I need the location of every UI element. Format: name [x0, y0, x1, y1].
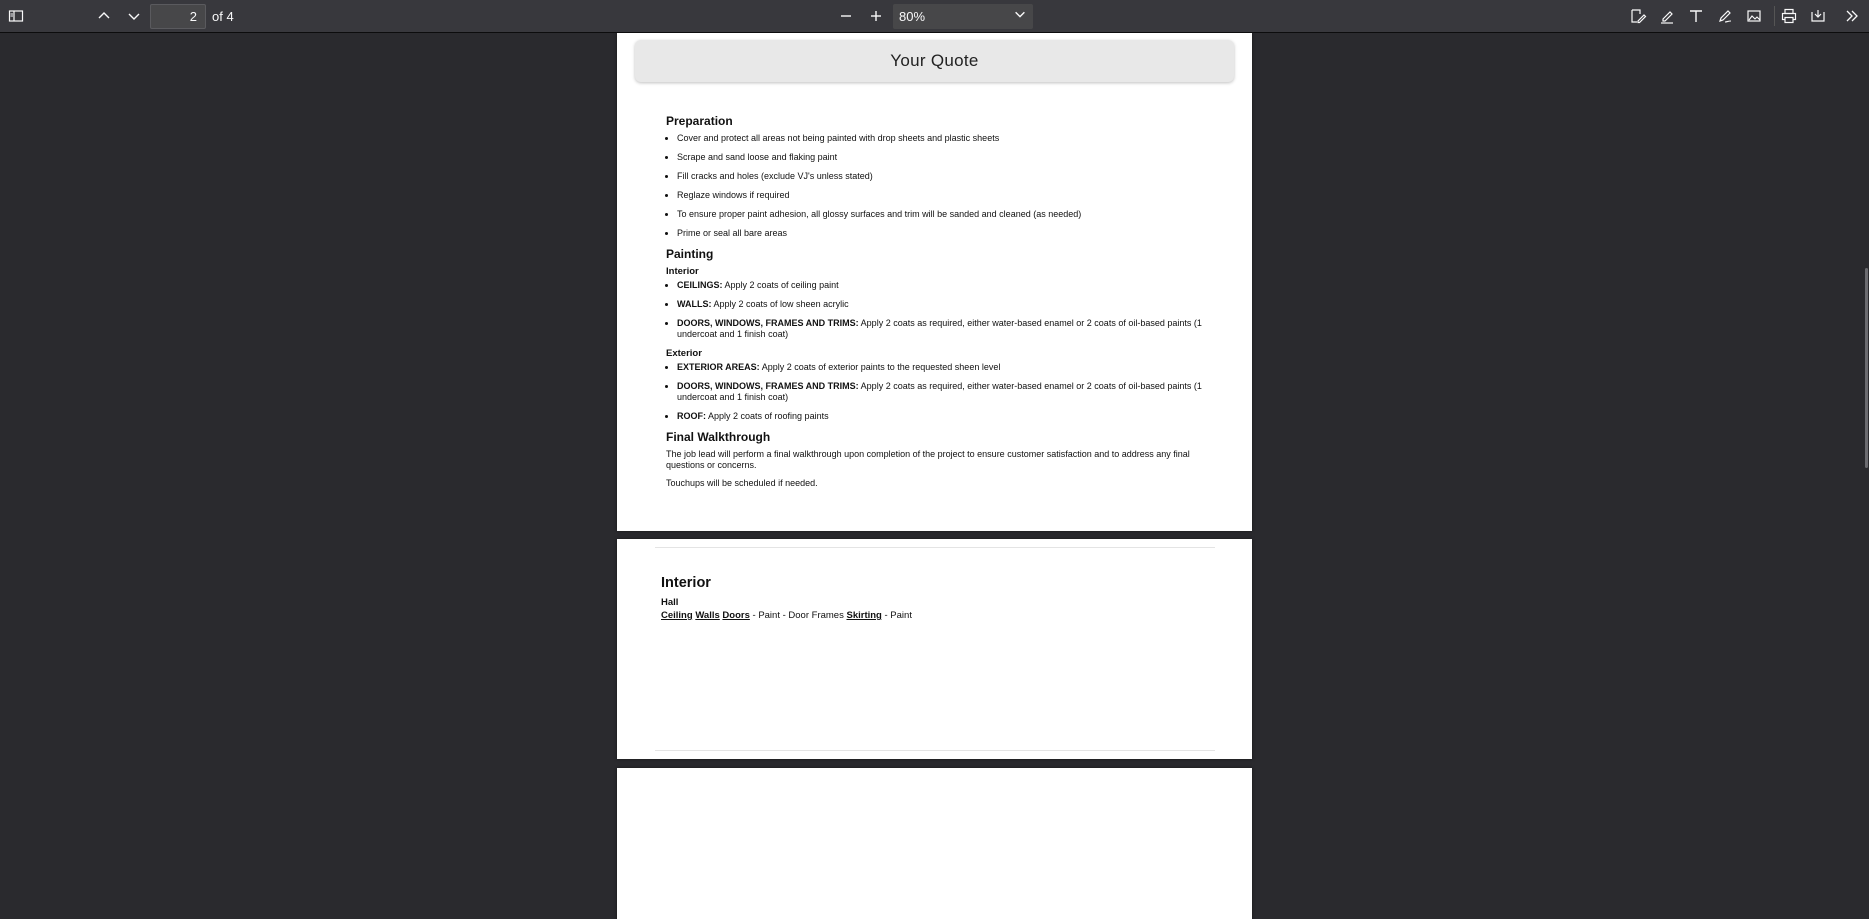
- next-page-button[interactable]: [122, 4, 146, 28]
- item-text: Apply 2 coats of low sheen acrylic: [711, 299, 849, 309]
- list-item: • Fill cracks and holes (exclude VJ's unless stated): [677, 171, 1206, 182]
- item-text: - Paint: [881, 610, 912, 621]
- draw-button[interactable]: [1713, 4, 1737, 28]
- paragraph: The job lead will perform a final walkthrough upon completion of the project to ensure customer satisfaction and to address any final questions or concerns.: [666, 449, 1190, 470]
- list-item: • Cover and protect all areas not being painted with drop sheets and plastic sheets: [677, 133, 1206, 144]
- list-item: [677, 362, 1206, 373]
- download-icon: [1809, 7, 1827, 25]
- highlight-button[interactable]: [1655, 4, 1679, 28]
- list-item: [677, 318, 1206, 340]
- text-icon: [1687, 7, 1705, 25]
- item-text: Apply 2 coats of exterior paints to the requested sheen level: [759, 362, 1001, 372]
- pdf-toolbar: [0, 0, 1869, 33]
- subheading-exterior: Exterior: [666, 348, 702, 359]
- area-title: Interior: [661, 575, 711, 591]
- list-item: • To ensure proper paint adhesion, all glossy surfaces and trim will be sanded and cleaned (as needed): [677, 209, 1206, 220]
- item-label: EXTERIOR AREAS:: [677, 362, 760, 372]
- item-text: - Paint - Door Frames: [749, 610, 847, 621]
- pdf-page: [617, 539, 1252, 759]
- item-walls: Walls: [695, 610, 720, 621]
- image-icon: [1745, 7, 1763, 25]
- plus-icon: [868, 8, 884, 24]
- list-item: [677, 381, 1206, 403]
- chevron-down-icon: [126, 8, 142, 24]
- sidebar-toggle-icon[interactable]: [4, 4, 28, 28]
- list-item: [677, 299, 1206, 310]
- scrollbar-thumb[interactable]: [1865, 268, 1868, 468]
- subheading-interior: Interior: [666, 266, 699, 277]
- paragraph: Touchups will be scheduled if needed.: [666, 478, 818, 488]
- item-text: Apply 2 coats of roofing paints: [706, 411, 829, 421]
- quote-content: [666, 114, 1206, 496]
- item-skirting: Skirting: [846, 610, 882, 621]
- zoom-select[interactable]: [893, 4, 1033, 29]
- item-label: WALLS:: [677, 299, 712, 309]
- section-heading-walkthrough: Final Walkthrough: [666, 430, 771, 444]
- item-text: Apply 2 coats as required, either water-based enamel or 2 coats of oil-based paints (1 undercoat and 1 finish coat): [677, 381, 1202, 402]
- zoom-value: 80%: [899, 9, 926, 24]
- divider: [655, 547, 1215, 548]
- list-item: [677, 411, 1206, 422]
- signature-button[interactable]: [1626, 4, 1650, 28]
- interior-list: [666, 280, 1206, 340]
- item-text: Apply 2 coats of ceiling paint: [722, 280, 839, 290]
- zoom-in-button[interactable]: [864, 4, 888, 28]
- divider: [655, 750, 1215, 751]
- minus-icon: [838, 8, 854, 24]
- zoom-out-button[interactable]: [834, 4, 858, 28]
- signature-icon: [1629, 7, 1647, 25]
- quote-banner: Your Quote: [635, 40, 1234, 82]
- preparation-list: [666, 133, 1206, 239]
- list-item: • Scrape and sand loose and flaking paint: [677, 152, 1206, 163]
- list-item: • Prime or seal all bare areas: [677, 228, 1206, 239]
- pen-icon: [1716, 7, 1734, 25]
- document-viewer[interactable]: [0, 33, 1869, 919]
- add-image-button[interactable]: [1742, 4, 1766, 28]
- room-items: [661, 610, 912, 621]
- chevron-up-icon: [96, 8, 112, 24]
- save-button[interactable]: [1806, 4, 1830, 28]
- room-name: Hall: [661, 597, 679, 608]
- pdf-page: [617, 768, 1252, 919]
- chevron-down-icon: [1013, 7, 1027, 26]
- section-heading-preparation: Preparation: [666, 114, 733, 128]
- section-heading-painting: Painting: [666, 247, 714, 261]
- item-label: DOORS, WINDOWS, FRAMES AND TRIMS:: [677, 381, 859, 391]
- toolbar-separator: [1774, 6, 1775, 26]
- item-doors: Doors: [722, 610, 750, 621]
- item-label: DOORS, WINDOWS, FRAMES AND TRIMS:: [677, 318, 859, 328]
- previous-page-button[interactable]: [92, 4, 116, 28]
- item-text: Apply 2 coats as required, either water-based enamel or 2 coats of oil-based paints (1 undercoat and 1 finish coat): [677, 318, 1202, 339]
- page-number-input[interactable]: [150, 4, 206, 29]
- tools-menu-button[interactable]: [1840, 4, 1864, 28]
- pdf-page: [617, 33, 1252, 531]
- item-ceiling: Ceiling: [661, 610, 693, 621]
- add-text-button[interactable]: [1684, 4, 1708, 28]
- exterior-list: [666, 362, 1206, 422]
- list-item: • Reglaze windows if required: [677, 190, 1206, 201]
- print-icon: [1780, 7, 1798, 25]
- item-label: ROOF:: [677, 411, 706, 421]
- item-label: CEILINGS:: [677, 280, 723, 290]
- list-item: [677, 280, 1206, 291]
- double-chevron-right-icon: [1843, 7, 1861, 25]
- print-button[interactable]: [1777, 4, 1801, 28]
- highlighter-icon: [1658, 7, 1676, 25]
- page-count: of 4: [212, 9, 234, 24]
